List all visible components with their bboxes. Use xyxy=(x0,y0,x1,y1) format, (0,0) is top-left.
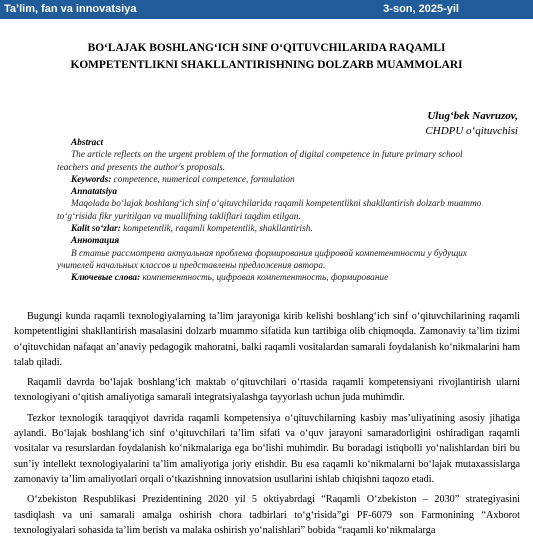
author-affiliation: CHDPU oʻqituvchisi xyxy=(425,125,518,137)
body-paragraph: Tezkor texnologik taraqqiyot davrida raqamli kompetensiya oʻqituvchilarning kasbiy masʼuliyatining asosiy jihatiga aylandi. Boʻlajak boshlangʻich sinf oʻqituvchilari taʼlim sifati va oʻquv jarayoni samaradorligini oshiradigan raqamli vositalar va resurslardan foydalanish koʻnikmalariga ega boʻlishi muhimdir. Bu boradagi istiqbolli yoʻnalishlardan biri bu sunʼiy intellekt texnologiyalarini taʼlim amaliyotiga joriy etishdir. Bu esa raqamli koʻnikmalarni boʻlajak mutaxassislarga zamonaviy taʼlim amaliyotlari orqali oʻtkazishning innovatsion usullarini ishlab chiqishni taqozo etadi. xyxy=(14,412,520,485)
keywords-uz xyxy=(71,223,523,235)
abstract-uz-heading: Annatatsiya xyxy=(71,187,117,198)
abstract-ru-text-1: В статье рассмотрена актуальная проблема формирования цифровой компетентности у будущих xyxy=(71,248,468,259)
keywords-en xyxy=(71,174,523,186)
abstract-block xyxy=(57,137,523,285)
author-name: Ulugʻbek Navruzov, xyxy=(427,110,518,122)
keywords-uz-label: Kalit soʻzlar: xyxy=(71,224,121,235)
abstract-en-heading: Abstract xyxy=(71,138,104,148)
body-paragraph: Oʻzbekiston Respublikasi Prezidentining 2020 yil 5 oktiyabrdagi “Raqamli Oʻzbekiston – 2030” strategiyasini tasdiqlash va uni samarali amalga oshirish chora tadbirlari toʻgʻrisida”gi PF-6079 son Farmonining “Axborot texnologiyalari sohasida taʼlim berish va malaka oshirish yoʻnalishlari” bobida “raqamli koʻnikmalarga xyxy=(14,494,520,536)
issue-label: 3-son, 2025-yil xyxy=(383,3,459,15)
author-block xyxy=(425,109,518,139)
keywords-ru-label: Ключевые слова: xyxy=(71,273,141,284)
keywords-ru xyxy=(71,272,523,284)
abstract-ru-heading: Аннотация xyxy=(71,236,120,247)
journal-header-bar xyxy=(0,0,533,19)
article-title xyxy=(20,40,513,74)
title-line-1: BOʻLAJAK BOSHLANGʻICH SINF OʻQITUVCHILARIDA RAQAMLI xyxy=(87,42,446,54)
body-paragraph: Raqamli davrda boʻlajak boshlangʻich maktab oʻqituvchilari oʻrtasida raqamli kompetensiyani rivojlantirish ularni texnologiyani oʻqitish amaliyotiga samarali integratsiyalashga tayyorlash uchun juda muhimdir. xyxy=(14,377,520,404)
keywords-en-values: competence, numerical competence, formulation xyxy=(111,174,295,185)
abstract-en-text-2: teachers and presents the author's proposals. xyxy=(57,162,226,173)
journal-name: Ta’lim, fan va innovatsiya xyxy=(4,3,137,15)
abstract-uz-text-1: Maqolada boʻlajak boshlangʻich sinf oʻqituvchilarida raqamli kompetentlikni shakllantirish dolzarb muammo xyxy=(71,199,482,210)
article-body xyxy=(14,309,520,543)
abstract-en-text-1: The article reflects on the urgent problem of the formation of digital competence in future primary school xyxy=(71,150,463,161)
keywords-en-label: Keywords: xyxy=(71,174,112,185)
abstract-ru-text-2: учителей начальных классов и представлены предложения автора. xyxy=(57,260,326,271)
title-line-2: KOMPETENTLIKNI SHAKLLANTIRISHNING DOLZARB MUAMMOLARI xyxy=(70,59,463,71)
body-paragraph: Bugungi kunda raqamli texnologiyalarning taʼlim jarayoniga kirib kelishi boshlangʻich sinf oʻqituvchilarining raqamli kompetentligini shakllantirish masalasini dolzarb muammo sifatida kun tartibiga olib chiqmoqda. Zamonaviy taʼlim tizimi oʻqituvchidan nafaqat anʼanaviy pedagogik mahoratni, balki raqamli vositalardan samarali foydalanish koʻnikmalarini ham talab qiladi. xyxy=(14,311,520,368)
keywords-uz-values: kompetentlik, raqamli kompetentlik, shakllantirish. xyxy=(120,224,313,235)
abstract-uz-text-2: toʻgʻrisida fikr yuritilgan va muallifning takliflari taqdim etilgan. xyxy=(57,211,301,222)
keywords-ru-values: компетентность, цифровая компетентность, формирование xyxy=(140,273,389,284)
